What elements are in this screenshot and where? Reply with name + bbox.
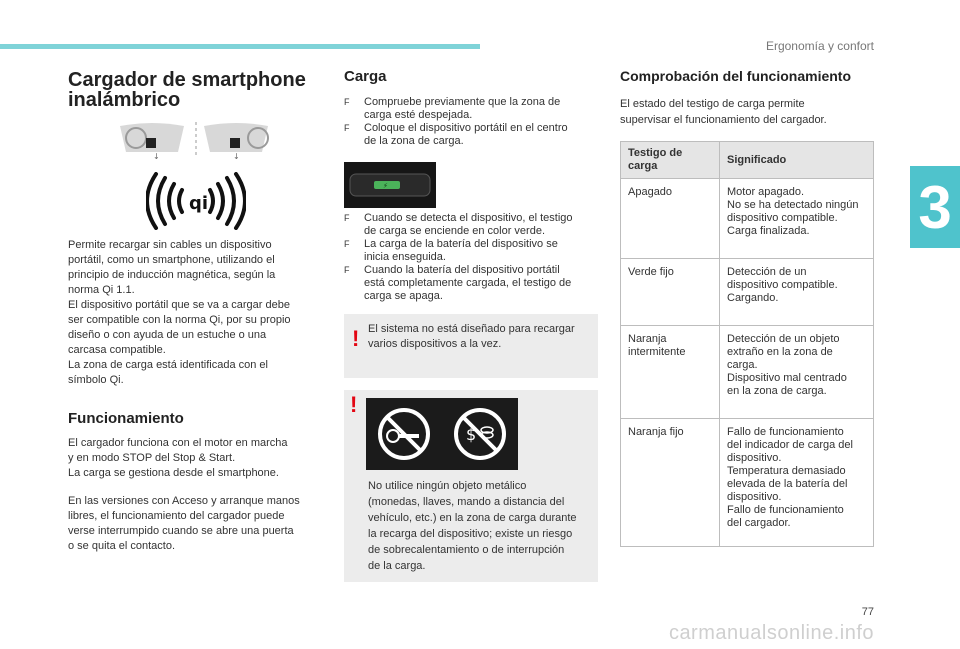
intro-line: La zona de carga está identificada con el bbox=[68, 359, 268, 371]
intro-line: norma Qi 1.1. bbox=[68, 284, 135, 296]
page-number: 77 bbox=[861, 606, 874, 618]
warning-line: de sobrecalentamiento o de interrupción bbox=[368, 544, 565, 556]
func-paragraph-1 bbox=[68, 436, 330, 481]
cell-text: carga. bbox=[727, 359, 758, 371]
bullet-text: Coloque el dispositivo portátil en el centro bbox=[364, 122, 568, 134]
title-line-2: inalámbrico bbox=[68, 89, 181, 111]
intro-line: El estado del testigo de carga permite bbox=[620, 98, 805, 110]
bullet-marker: F bbox=[344, 123, 350, 133]
cell-text: No se ha detectado ningún bbox=[727, 199, 859, 211]
intro-line: portátil, como un smartphone, utilizando el bbox=[68, 254, 275, 266]
cell-text: dispositivo compatible. bbox=[727, 279, 838, 291]
charging-indicator-icon bbox=[344, 162, 436, 208]
table-row bbox=[621, 419, 874, 547]
cell-text: Apagado bbox=[628, 186, 673, 198]
no-metal-objects-image bbox=[366, 398, 518, 470]
bullet-text: inicia enseguida. bbox=[364, 251, 446, 263]
bullet-text: de la zona de carga. bbox=[364, 135, 464, 147]
bullet-text: Cuando la batería del dispositivo portátil bbox=[364, 264, 560, 276]
cell-text: Motor apagado. bbox=[727, 186, 805, 198]
header-accent-bar bbox=[0, 44, 480, 49]
cell-meaning bbox=[720, 326, 874, 419]
bullet-item bbox=[344, 96, 600, 122]
func-line: verse interrumpido cuando se abre una puerta bbox=[68, 525, 294, 537]
check-intro bbox=[620, 96, 880, 128]
warning-line: de la carga. bbox=[368, 560, 426, 572]
bullet-text: carga se apaga. bbox=[364, 290, 443, 302]
cell-text: extraño en la zona de bbox=[727, 346, 833, 358]
svg-text:qi: qi bbox=[189, 193, 209, 214]
intro-line: carcasa compatible. bbox=[68, 344, 166, 356]
svg-text:↓: ↓ bbox=[233, 152, 240, 160]
table-header-row bbox=[621, 142, 874, 179]
cell-text: del cargador. bbox=[727, 517, 791, 529]
bullet-text: de carga se enciende en color verde. bbox=[364, 225, 546, 237]
cell-text: dispositivo compatible. bbox=[727, 212, 838, 224]
warning-box-multiple-devices bbox=[344, 314, 598, 378]
svg-text:↓: ↓ bbox=[153, 152, 160, 160]
cell-text: dispositivo. bbox=[727, 452, 782, 464]
cell-text: intermitente bbox=[628, 346, 686, 358]
cell-text: Naranja fijo bbox=[628, 426, 684, 438]
charge-heading: Carga bbox=[344, 68, 387, 85]
intro-text bbox=[68, 238, 330, 388]
cell-text: Temperatura demasiado bbox=[727, 465, 846, 477]
cell-text: en la zona de carga. bbox=[727, 385, 827, 397]
warning-text bbox=[368, 322, 596, 352]
cell-text: Fallo de funcionamiento bbox=[727, 426, 844, 438]
warning-line: El sistema no está diseñado para recargar bbox=[368, 323, 575, 335]
bullet-marker: F bbox=[344, 213, 350, 223]
charge-status-list bbox=[344, 212, 600, 303]
func-paragraph-2 bbox=[68, 494, 330, 554]
intro-line: símbolo Qi. bbox=[68, 374, 124, 386]
bullet-marker: F bbox=[344, 97, 350, 107]
bullet-marker: F bbox=[344, 265, 350, 275]
bullet-text: La carga de la batería del dispositivo se bbox=[364, 238, 558, 250]
bullet-text: Cuando se detecta el dispositivo, el testigo bbox=[364, 212, 573, 224]
cell-text: Cargando. bbox=[727, 292, 779, 304]
table-row bbox=[621, 179, 874, 259]
warning-text bbox=[368, 478, 596, 574]
func-line: El cargador funciona con el motor en marcha bbox=[68, 437, 288, 449]
bullet-item bbox=[344, 238, 600, 264]
charge-indicator-table bbox=[620, 141, 874, 547]
func-heading: Funcionamiento bbox=[68, 410, 184, 427]
bullet-text: Compruebe previamente que la zona de bbox=[364, 96, 561, 108]
intro-line: supervisar el funcionamiento del cargador. bbox=[620, 114, 827, 126]
cell-state bbox=[621, 419, 720, 547]
cell-text: Detección de un bbox=[727, 266, 807, 278]
header-text: Significado bbox=[727, 153, 787, 166]
cell-text: Carga finalizada. bbox=[727, 225, 810, 237]
func-line: o se quita el contacto. bbox=[68, 540, 176, 552]
cell-text: elevada de la batería del bbox=[727, 478, 848, 490]
warning-line: la recarga del dispositivo; existe un riesgo bbox=[368, 528, 573, 540]
bullet-item bbox=[344, 122, 600, 148]
warning-line: No utilice ningún objeto metálico bbox=[368, 480, 527, 492]
intro-line: ser compatible con la norma Qi, por su propio bbox=[68, 314, 291, 326]
svg-text:⚡: ⚡ bbox=[383, 182, 388, 190]
main-title bbox=[68, 70, 328, 110]
header-text: carga bbox=[628, 160, 658, 172]
warning-line: varios dispositivos a la vez. bbox=[368, 338, 502, 350]
check-heading: Comprobación del funcionamiento bbox=[620, 68, 852, 84]
func-line: libres, el funcionamiento del cargador puede bbox=[68, 510, 285, 522]
cell-text: Naranja bbox=[628, 333, 667, 345]
func-line: y en modo STOP del Stop & Start. bbox=[68, 452, 236, 464]
warning-line: (monedas, llaves, mando a distancia del bbox=[368, 496, 565, 508]
cell-state bbox=[621, 326, 720, 419]
intro-line: principio de inducción magnética, según la bbox=[68, 269, 276, 281]
intro-line: El dispositivo portátil que se va a cargar debe bbox=[68, 299, 290, 311]
header-meaning bbox=[720, 142, 874, 179]
func-line: En las versiones con Acceso y arranque manos bbox=[68, 495, 300, 507]
header-text: Testigo de bbox=[628, 147, 683, 159]
intro-line: diseño o con ayuda de un estuche o una bbox=[68, 329, 267, 341]
cell-meaning bbox=[720, 419, 874, 547]
bullet-item bbox=[344, 212, 600, 238]
cell-text: Detección de un objeto bbox=[727, 333, 840, 345]
title-line-1: Cargador de smartphone bbox=[68, 69, 306, 91]
intro-line: Permite recargar sin cables un dispositivo bbox=[68, 239, 272, 251]
bullet-item bbox=[344, 264, 600, 303]
cell-text: Dispositivo mal centrado bbox=[727, 372, 847, 384]
cell-text: del indicador de carga del bbox=[727, 439, 853, 451]
table-row bbox=[621, 259, 874, 326]
console-diagram-icon bbox=[112, 118, 278, 160]
warning-icon: ! bbox=[350, 392, 358, 417]
cell-meaning bbox=[720, 259, 874, 326]
cell-meaning bbox=[720, 179, 874, 259]
watermark: carmanualsonline.info bbox=[668, 622, 874, 644]
cell-text: Verde fijo bbox=[628, 266, 674, 278]
bullet-text: está completamente cargada, el testigo de bbox=[364, 277, 572, 289]
cell-text: Fallo de funcionamiento bbox=[727, 504, 844, 516]
qi-wireless-icon bbox=[146, 172, 246, 230]
warning-line: vehículo, etc.) en la zona de carga durante bbox=[368, 512, 577, 524]
cell-state bbox=[621, 259, 720, 326]
bullet-marker: F bbox=[344, 239, 350, 249]
charge-steps bbox=[344, 96, 600, 148]
cell-state bbox=[621, 179, 720, 259]
chapter-tab: 3 bbox=[910, 166, 960, 248]
table-row bbox=[621, 326, 874, 419]
bullet-text: carga esté despejada. bbox=[364, 109, 473, 121]
svg-text:$: $ bbox=[466, 425, 477, 444]
section-header: Ergonomía y confort bbox=[765, 39, 874, 53]
warning-box-metal-objects bbox=[344, 390, 598, 582]
cell-text: dispositivo. bbox=[727, 491, 782, 503]
header-indicator bbox=[621, 142, 720, 179]
func-line: La carga se gestiona desde el smartphone. bbox=[68, 467, 279, 479]
warning-icon: ! bbox=[352, 326, 360, 351]
